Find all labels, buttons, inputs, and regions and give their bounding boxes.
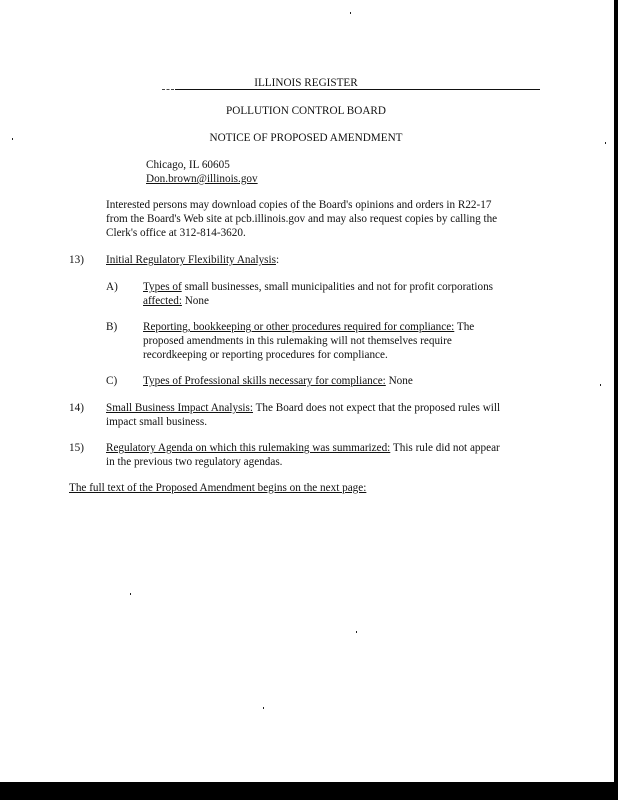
item-14-line2: impact small business. xyxy=(106,416,207,428)
closing-statement: The full text of the Proposed Amendment begins on the next page: xyxy=(69,482,367,494)
item-15-title: Regulatory Agenda on which this rulemaking was summarized: xyxy=(106,442,391,454)
contact-city: Chicago, IL 60605 xyxy=(146,159,230,171)
item-14-number: 14) xyxy=(69,402,84,414)
notice-title: NOTICE OF PROPOSED AMENDMENT xyxy=(209,132,403,144)
item-13c-title: Types of Professional skills necessary for compliance: xyxy=(143,375,386,387)
item-15-line2: in the previous two regulatory agendas. xyxy=(106,456,283,468)
contact-email: Don.brown@illinois.gov xyxy=(146,173,258,185)
item-13a-text-part1: small businesses, small municipalities and not for profit corporations xyxy=(181,281,494,293)
item-13a-title-part1: Types of xyxy=(143,281,182,293)
item-13a-text-part2: None xyxy=(181,295,209,307)
intro-line: from the Board's Web site at pcb.illinois.gov and may also request copies by calling the xyxy=(106,213,498,225)
item-15-text xyxy=(106,441,500,469)
intro-paragraph xyxy=(106,198,497,240)
item-13-number: 13) xyxy=(69,254,84,266)
item-13-colon: : xyxy=(275,254,280,266)
scan-border-bottom xyxy=(0,782,618,800)
item-13b-title: Reporting, bookkeeping or other procedures required for compliance: xyxy=(143,321,455,333)
item-13b-text xyxy=(143,320,474,362)
register-title: ILLINOIS REGISTER xyxy=(254,77,358,89)
item-13b-line2: proposed amendments in this rulemaking will not themselves require xyxy=(143,335,452,347)
header-rule xyxy=(175,89,540,90)
item-13b-text-line1: The xyxy=(454,321,475,333)
agency-title: POLLUTION CONTROL BOARD xyxy=(226,105,386,117)
item-13a-label: A) xyxy=(106,281,118,293)
item-13-title: Initial Regulatory Flexibility Analysis xyxy=(106,254,276,266)
item-13c-text xyxy=(143,374,413,388)
item-14-text xyxy=(106,401,500,429)
item-13b-label: B) xyxy=(106,321,118,333)
scan-border-right xyxy=(614,0,618,800)
item-15-text-line1: This rule did not appear xyxy=(390,442,500,454)
item-13b-line3: recordkeeping or reporting procedures for compliance. xyxy=(143,349,388,361)
item-13c-label: C) xyxy=(106,375,118,387)
item-14-text-line1: The Board does not expect that the proposed rules will xyxy=(253,402,501,414)
item-15-number: 15) xyxy=(69,442,84,454)
item-13a-text xyxy=(143,280,493,308)
intro-line: Clerk's office at 312-814-3620. xyxy=(106,227,246,239)
header-dash xyxy=(162,89,174,90)
item-13c-text-value: None xyxy=(385,375,413,387)
item-14-title: Small Business Impact Analysis: xyxy=(106,402,253,414)
item-13a-title-part2: affected: xyxy=(143,295,182,307)
item-13-heading xyxy=(106,253,279,267)
intro-line: Interested persons may download copies of the Board's opinions and orders in R22-17 xyxy=(106,199,492,211)
